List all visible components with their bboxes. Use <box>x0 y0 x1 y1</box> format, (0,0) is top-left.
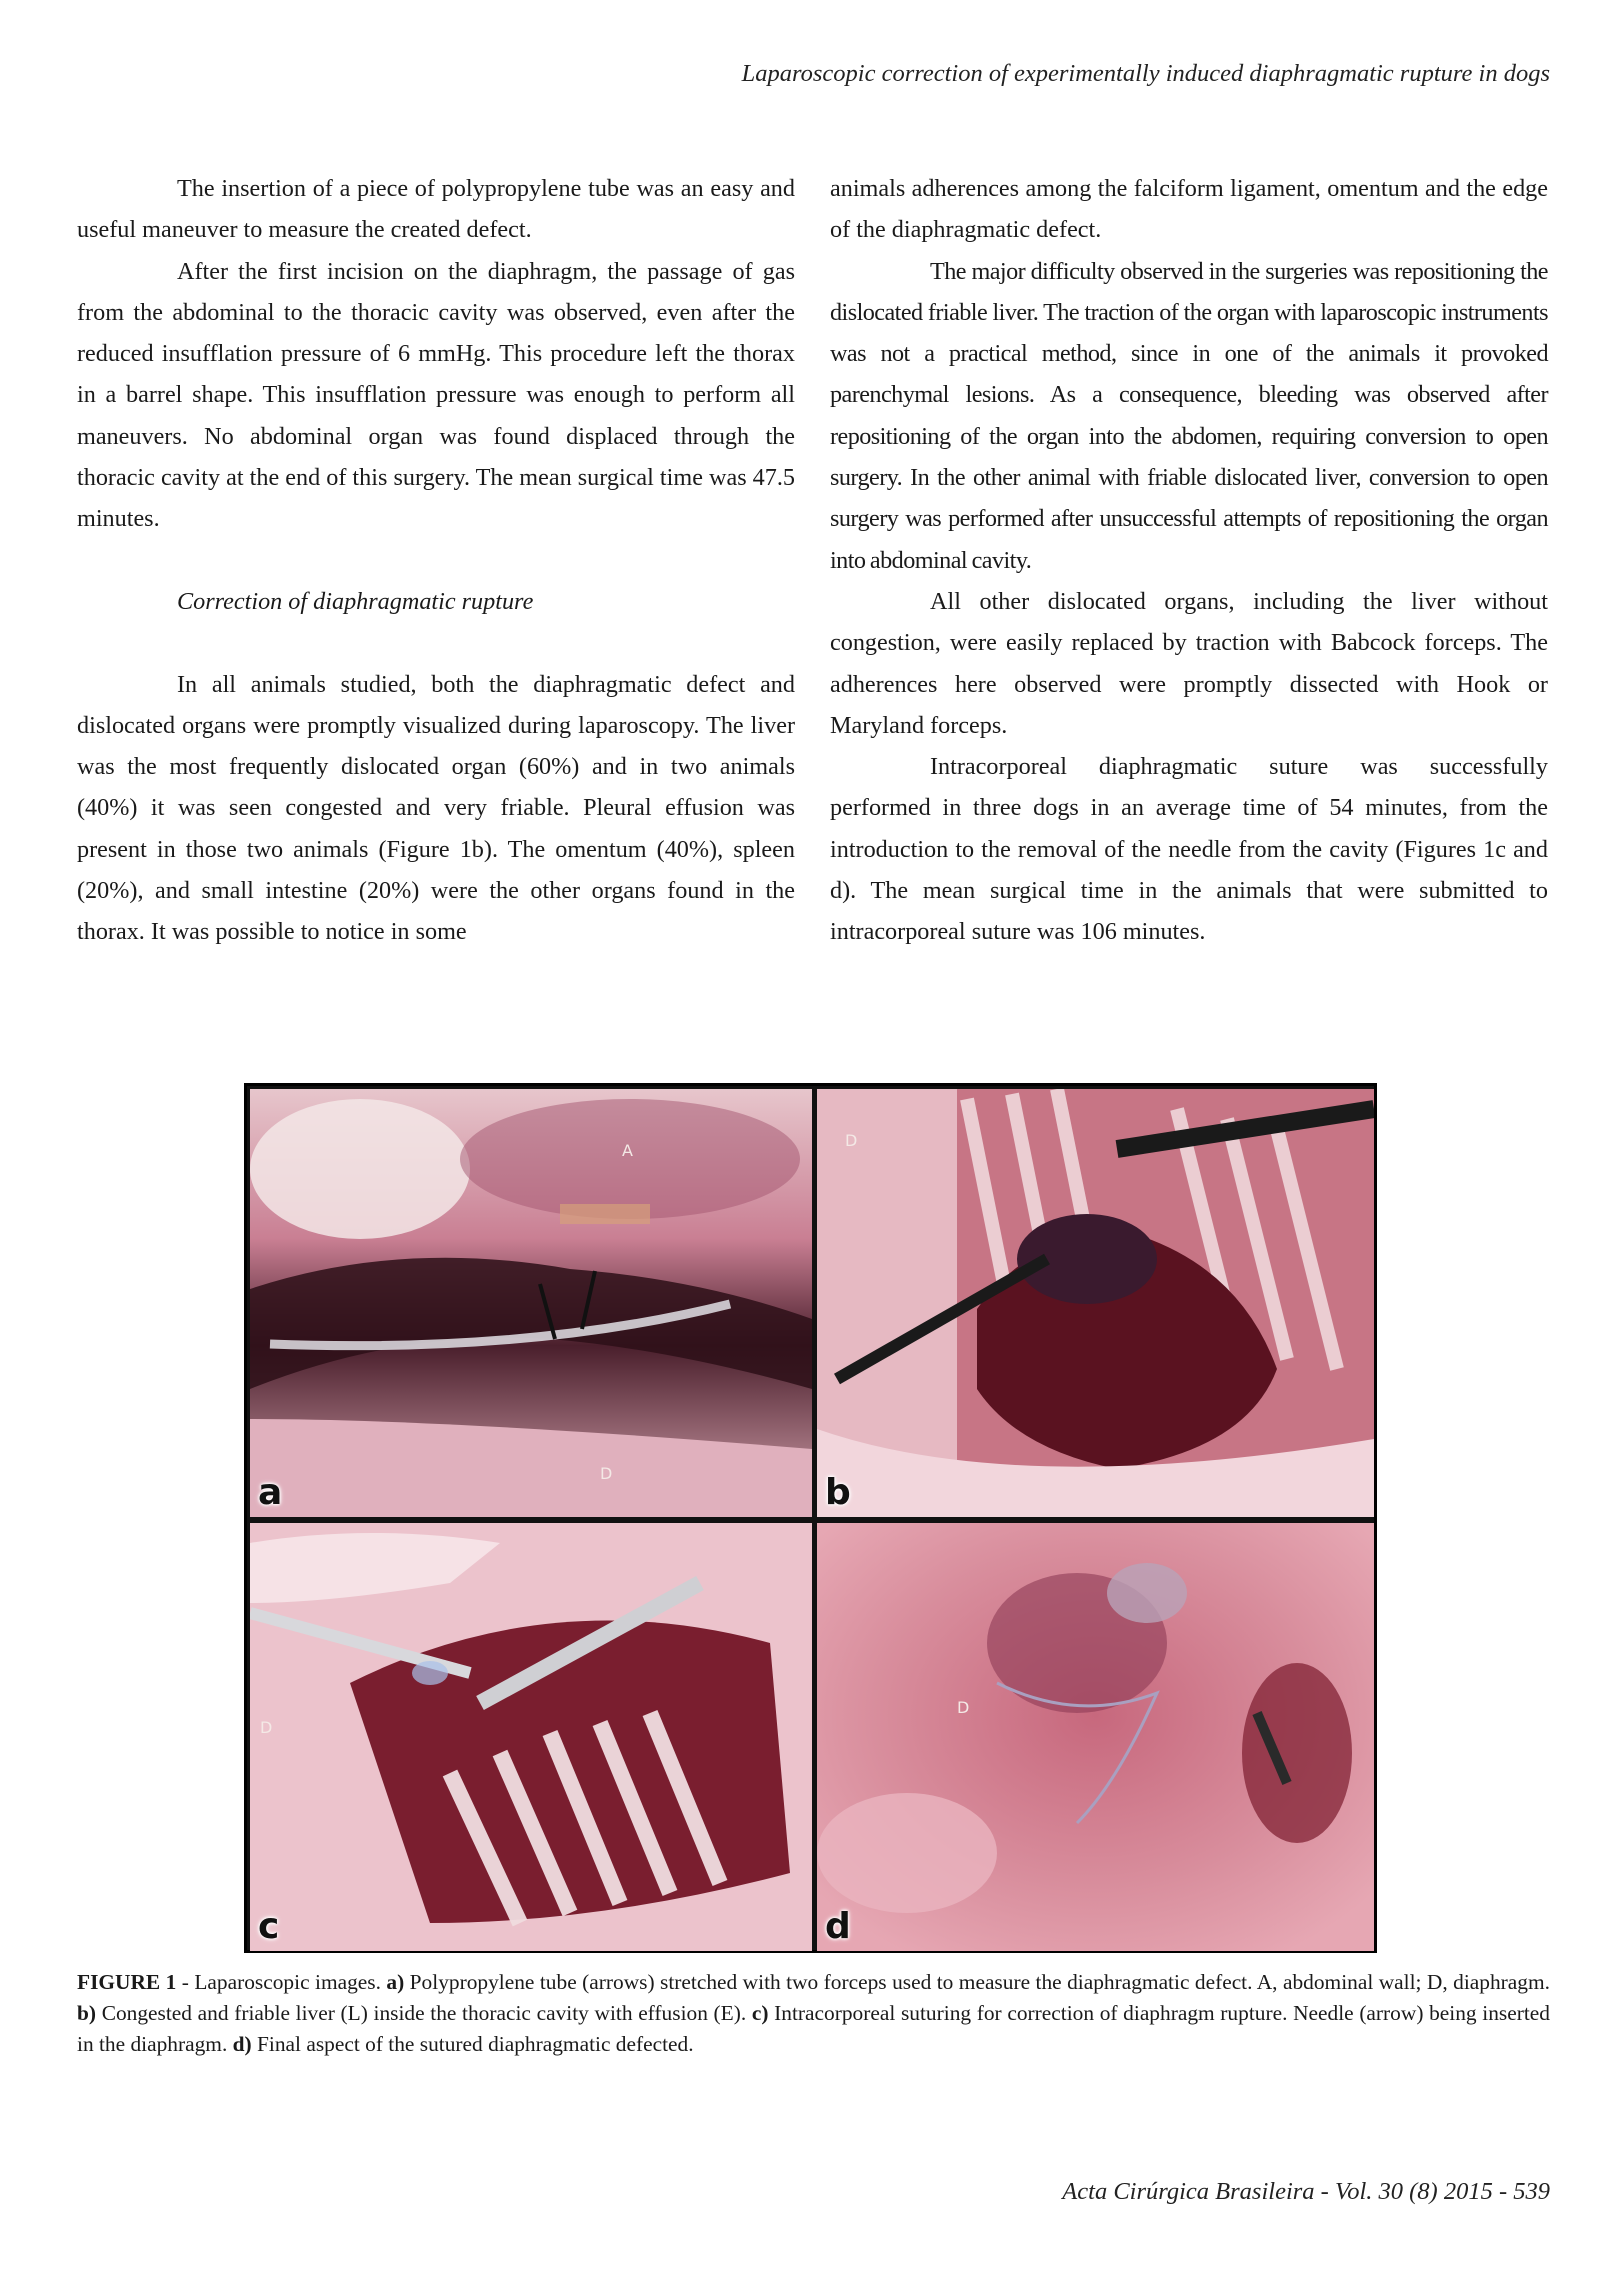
caption-d-text: Final aspect of the sutured diaphragmatic defected. <box>251 2032 694 2056</box>
running-header: Laparoscopic correction of experimentally induced diaphragmatic rupture in dogs <box>741 60 1550 87</box>
label-diaphragm: D <box>260 1718 273 1737</box>
caption-b-label: b) <box>77 2001 97 2025</box>
caption-a-text: Polypropylene tube (arrows) stretched with two forceps used to measure the diaphragmatic defect. A, abdominal wall; D, diaphragm. <box>404 1970 1550 1994</box>
running-footer: Acta Cirúrgica Brasileira - Vol. 30 (8) 2015 - 539 <box>1062 2178 1550 2205</box>
left-column <box>77 168 795 953</box>
laparoscopic-image-d <box>817 1523 1374 1951</box>
panel-letter-a: a <box>258 1472 283 1513</box>
laparoscopic-image-b <box>817 1089 1374 1517</box>
laparoscopic-image-a <box>250 1089 812 1517</box>
paragraph: animals adherences among the falciform ligament, omentum and the edge of the diaphragmatic defect. <box>830 175 1548 244</box>
caption-c-label: c) <box>751 2001 769 2025</box>
laparoscopic-image-c <box>250 1523 812 1951</box>
figure-caption <box>77 1967 1550 2060</box>
panel-letter-b: b <box>825 1472 851 1513</box>
figure-panel-b <box>817 1089 1374 1517</box>
label-diaphragm: D <box>845 1131 858 1150</box>
figure-1 <box>244 1083 1377 1953</box>
label-diaphragm: D <box>600 1464 613 1483</box>
caption-b-text: Congested and friable liver (L) inside the thoracic cavity with effusion (E). <box>96 2001 752 2025</box>
panel-letter-c: c <box>258 1906 280 1947</box>
paragraph: In all animals studied, both the diaphragmatic defect and dislocated organs were promptly visualized during laparoscopy. The liver was the most frequently dislocated organ (60%) and in two animals (40%) it was seen congested and very friable. Pleural effusion was present in those two animals (Figure 1b). The omentum (40%), spleen (20%), and small intestine (20%) were the other organs found in the thorax. It was possible to notice in some <box>77 670 795 946</box>
caption-intro: - Laparoscopic images. <box>176 1970 387 1994</box>
right-column <box>830 168 1548 953</box>
label-abdominal-wall: A <box>622 1141 633 1160</box>
figure-panel-a <box>250 1089 812 1517</box>
figure-panel-c <box>250 1523 812 1951</box>
label-diaphragm: D <box>957 1698 970 1717</box>
paragraph: All other dislocated organs, including the liver without congestion, were easily replaced by traction with Babcock forceps. The adherences here observed were promptly dissected with Hook or Maryland forceps. <box>830 587 1548 739</box>
paragraph: After the first incision on the diaphragm, the passage of gas from the abdominal to the thoracic cavity was observed, even after the reduced insufflation pressure of 6 mmHg. This procedure left the thorax in a barrel shape. This insufflation pressure was enough to perform all maneuvers. No abdominal organ was found displaced through the thoracic cavity at the end of this surgery. The mean surgical time was 47.5 minutes. <box>77 257 795 533</box>
panel-letter-d: d <box>825 1906 851 1947</box>
caption-c-text: Intracorporeal suturing for correction of diaphragm rupture. Needle (arrow) being inserted in the diaphragm. <box>77 2001 1550 2056</box>
paragraph: Intracorporeal diaphragmatic suture was successfully performed in three dogs in an average time of 54 minutes, from the introduction to the removal of the needle from the cavity (Figures 1c and d). The mean surgical time in the animals that were submitted to intracorporeal suture was 106 minutes. <box>830 753 1548 946</box>
section-subheading: Correction of diaphragmatic rupture <box>177 587 534 615</box>
caption-a-label: a) <box>386 1970 405 1994</box>
figure-label: FIGURE 1 <box>77 1970 177 1994</box>
paragraph: The major difficulty observed in the surgeries was repositioning the dislocated friable liver. The traction of the organ with laparoscopic instruments was not a practical method, since in one of the animals it provoked parenchymal lesions. As a consequence, bleeding was observed after repositioning of the organ into the abdomen, requiring conversion to open surgery. In the other animal with friable dislocated liver, conversion to open surgery was performed after unsuccessful attempts of repositioning the organ into abdominal cavity. <box>830 257 1548 574</box>
figure-panel-d <box>817 1523 1374 1951</box>
paragraph: The insertion of a piece of polypropylene tube was an easy and useful maneuver to measure the created defect. <box>77 175 795 244</box>
caption-d-label: d) <box>232 2032 252 2056</box>
